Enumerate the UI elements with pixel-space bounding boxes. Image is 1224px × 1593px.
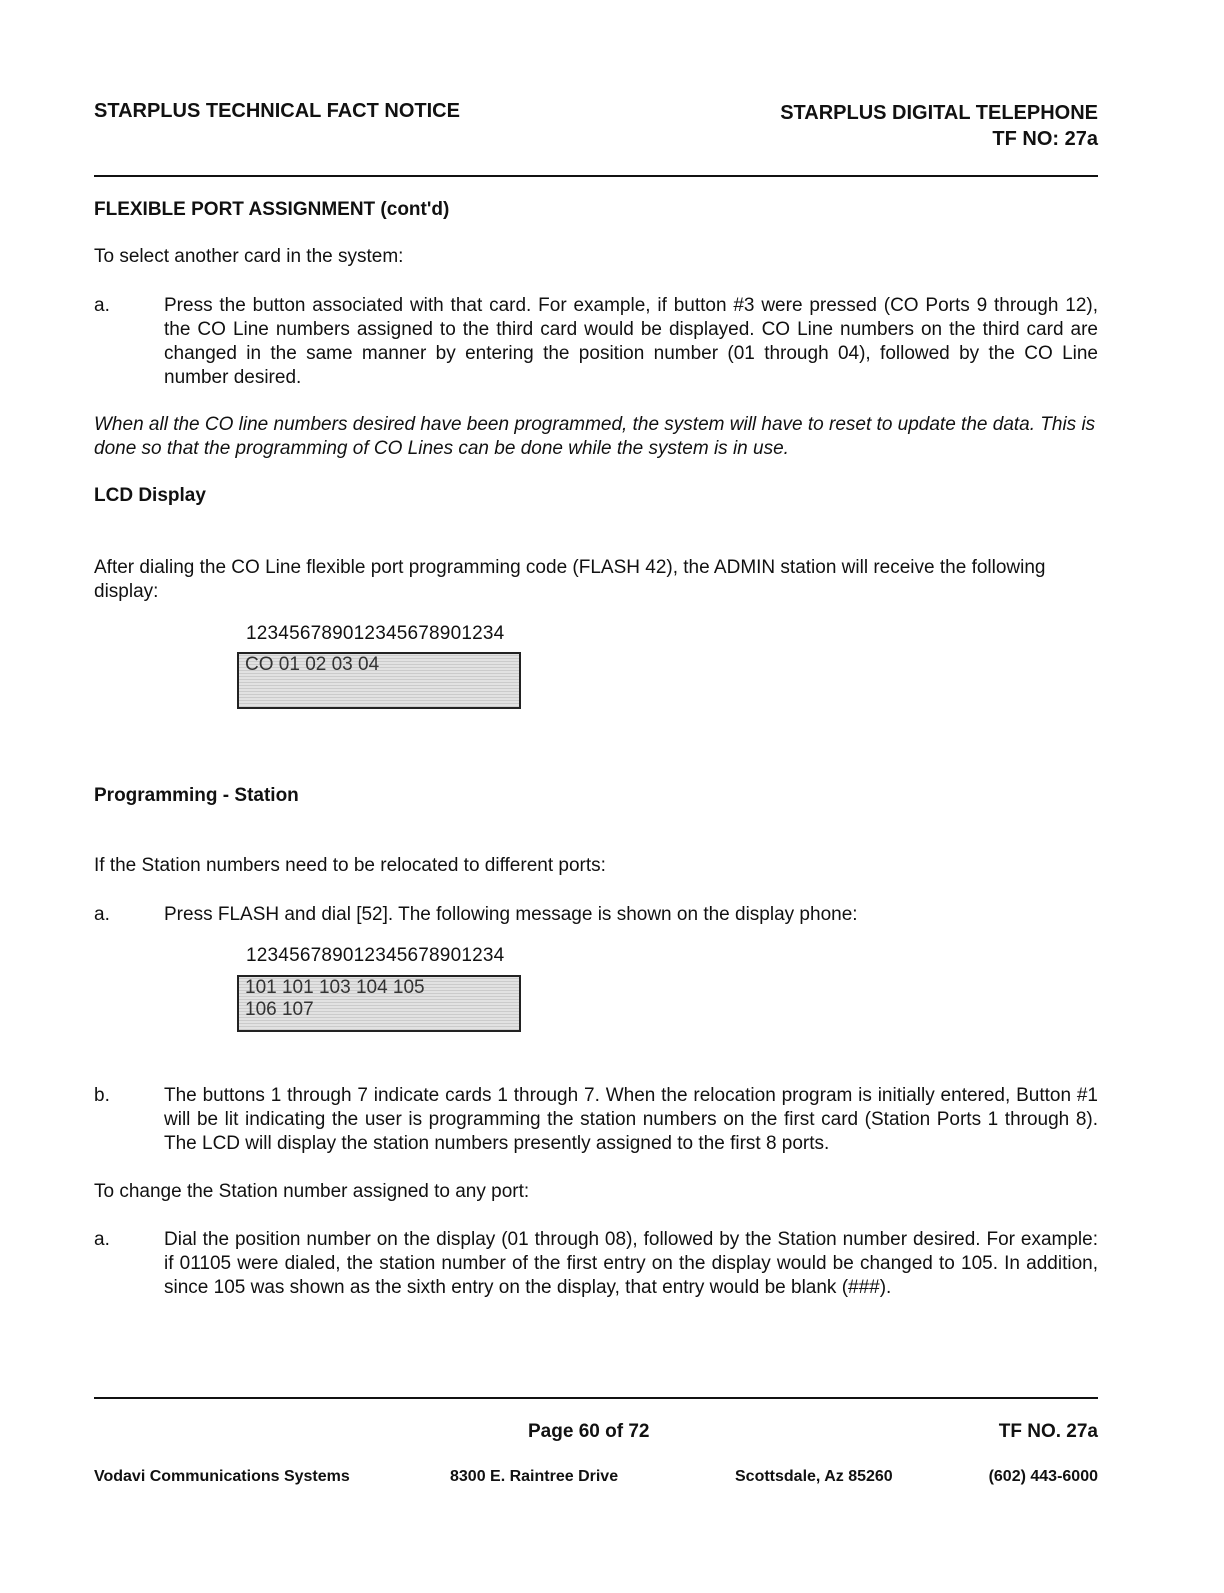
- station-relocate-intro: If the Station numbers need to be relocated to different ports:: [94, 855, 606, 876]
- reset-note: When all the CO line numbers desired have been programmed, the system will have to reset to update the data. This is done so that the programming of CO Lines can be done while the system is in use.: [94, 414, 1096, 459]
- lcd-display-description: After dialing the CO Line flexible port programming code (FLASH 42), the ADMIN station will receive the following display:: [94, 557, 1046, 602]
- header-product: STARPLUS DIGITAL TELEPHONE: [780, 102, 1098, 124]
- list-marker-a: a.: [94, 1229, 110, 1250]
- list-marker-b: b.: [94, 1085, 110, 1106]
- header-tf-number: TF NO: 27a: [992, 128, 1098, 150]
- section-title-flexible-port: FLEXIBLE PORT ASSIGNMENT (cont'd): [94, 199, 450, 220]
- header-right-title: [780, 100, 1098, 152]
- lcd-line-2: 106 107: [245, 999, 314, 1020]
- station-step-a: Press FLASH and dial [52]. The following message is shown on the display phone:: [164, 904, 858, 925]
- header-divider: [94, 175, 1098, 177]
- page-number: Page 60 of 72: [528, 1421, 650, 1442]
- footer-tf-number: TF NO. 27a: [998, 1421, 1098, 1442]
- select-card-intro: To select another card in the system:: [94, 246, 404, 267]
- footer-phone: (602) 443-6000: [988, 1468, 1098, 1485]
- lcd-column-ruler: 123456789012345678901234: [246, 623, 505, 644]
- change-station-step-a: Dial the position number on the display (01 through 08), followed by the Station number desired. For example: if 01105 were dialed, the station number of the first entry on the display would be changed to 105. In addition, since 105 was shown as the sixth entry on the display, that entry would be blank (###).: [164, 1229, 1098, 1298]
- lcd-column-ruler: 123456789012345678901234: [246, 945, 505, 966]
- footer-company: Vodavi Communications Systems: [94, 1468, 350, 1485]
- section-title-programming-station: Programming - Station: [94, 785, 299, 806]
- lcd-line-1: CO 01 02 03 04: [245, 654, 380, 675]
- list-marker-a: a.: [94, 295, 110, 316]
- select-card-step-a: Press the button associated with that card. For example, if button #3 were pressed (CO Ports 9 through 12), the CO Line numbers assigned to the third card would be displayed. CO Line numbers on the third card are changed in the same manner by entering the position number (01 through 04), followed by the CO Line number desired.: [164, 295, 1098, 388]
- change-station-intro: To change the Station number assigned to any port:: [94, 1181, 530, 1202]
- lcd-display-station: [237, 975, 521, 1032]
- header-left-title: STARPLUS TECHNICAL FACT NOTICE: [94, 100, 460, 122]
- station-step-b: The buttons 1 through 7 indicate cards 1 through 7. When the relocation program is initially entered, Button #1 will be lit indicating the user is programming the station numbers on the first card (Station Ports 1 through 8). The LCD will display the station numbers presently assigned to the first 8 ports.: [164, 1085, 1098, 1154]
- lcd-line-1: 101 101 103 104 105: [245, 977, 425, 998]
- footer-divider: [94, 1397, 1098, 1399]
- list-marker-a: a.: [94, 904, 110, 925]
- lcd-display-co: [237, 652, 521, 709]
- footer-address: 8300 E. Raintree Drive: [450, 1468, 619, 1485]
- section-title-lcd-display: LCD Display: [94, 485, 206, 506]
- footer-city: Scottsdale, Az 85260: [735, 1468, 893, 1485]
